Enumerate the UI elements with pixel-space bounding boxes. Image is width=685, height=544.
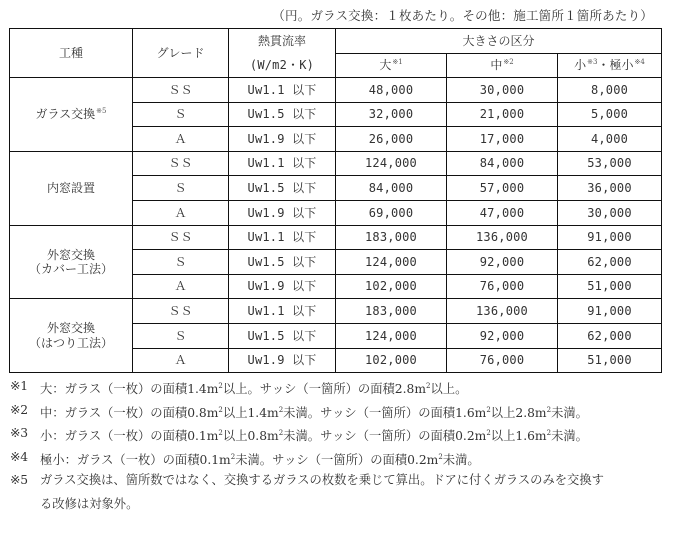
thermal-cell: Uw1.5 以下 — [229, 176, 336, 201]
work-method-label: （はつり工法） — [28, 335, 113, 350]
price-large-cell: 48,000 — [336, 78, 447, 103]
superscript: 2 — [486, 405, 491, 414]
work-method-label: （カバー工法） — [28, 261, 113, 276]
grade-cell: Ｓ — [133, 323, 229, 348]
thermal-cell: Uw1.1 以下 — [229, 78, 336, 103]
price-medium-cell: 76,000 — [447, 274, 558, 299]
footnote-mark: ※5 — [10, 473, 29, 487]
footnote-mark: ※3 — [10, 426, 29, 440]
header-xsmall-label: 極小 — [609, 58, 634, 73]
price-large-cell: 124,000 — [336, 323, 447, 348]
header-small-label: 小 — [574, 58, 587, 73]
note-ref: ※1 — [392, 58, 403, 67]
header-size-group: 大きさの区分 — [336, 29, 662, 54]
superscript: 2 — [230, 452, 236, 461]
thermal-cell: Uw1.9 以下 — [229, 348, 336, 373]
footnote-mark: ※1 — [10, 379, 29, 393]
price-medium-cell: 92,000 — [447, 323, 558, 348]
thermal-cell: Uw1.9 以下 — [229, 274, 336, 299]
thermal-cell: Uw1.1 以下 — [229, 299, 336, 324]
price-small-cell: 30,000 — [558, 200, 662, 225]
footnote-fragment: 未満。サッシ（一箇所）の面積0.2m — [283, 429, 487, 443]
note-ref: ※5 — [96, 107, 107, 116]
footnote-text: ガラス交換は、箇所数ではなく、交換するガラスの枚数を乗じて算出。ドアに付くガラスのみを交換す — [40, 473, 604, 487]
work-type-label: ガラス交換 — [35, 107, 96, 122]
footnote-fragment: 未満。 — [442, 452, 480, 467]
footnote-item — [10, 375, 680, 399]
price-small-cell: 36,000 — [558, 176, 662, 201]
grade-cell: ＳＳ — [133, 225, 229, 250]
price-medium-cell: 47,000 — [447, 200, 558, 225]
price-large-cell: 102,000 — [336, 348, 447, 373]
price-medium-cell: 17,000 — [447, 127, 558, 152]
price-medium-cell: 136,000 — [447, 225, 558, 250]
price-medium-cell: 136,000 — [447, 299, 558, 324]
superscript: 2 — [278, 429, 284, 437]
footnote-mark: ※2 — [10, 402, 29, 417]
price-small-cell: 91,000 — [558, 299, 662, 324]
table-body — [10, 78, 662, 373]
thermal-cell: Uw1.9 以下 — [229, 127, 336, 152]
footnote-fragment: 以上0.8m — [222, 429, 279, 443]
footnote-text — [40, 422, 588, 446]
header-large-label: 大 — [379, 58, 392, 73]
price-large-cell: 102,000 — [336, 274, 447, 299]
footnote-item — [10, 469, 680, 493]
price-medium-cell: 84,000 — [447, 151, 558, 176]
price-large-cell: 69,000 — [336, 200, 447, 225]
price-large-cell: 32,000 — [336, 102, 447, 127]
price-large-cell: 26,000 — [336, 127, 447, 152]
footnote-text — [40, 375, 467, 399]
header-medium — [447, 54, 558, 78]
grade-cell: ＳＳ — [133, 299, 229, 324]
header-small — [558, 54, 662, 78]
superscript: 2 — [278, 405, 284, 414]
thermal-cell: Uw1.5 以下 — [229, 250, 336, 275]
grade-cell: Ａ — [133, 200, 229, 225]
price-medium-cell: 21,000 — [447, 102, 558, 127]
header-work-type: 工種 — [10, 29, 133, 78]
price-small-cell: 8,000 — [558, 78, 662, 103]
price-small-cell: 4,000 — [558, 127, 662, 152]
work-type-cell — [10, 151, 133, 225]
table-row — [10, 151, 662, 176]
unit-caption: （円。ガラス交換：１枚あたり。その他：施工箇所１箇所あたり） — [272, 8, 653, 23]
header-grade: グレード — [133, 29, 229, 78]
note-ref: ※3 — [587, 58, 598, 67]
footnote-fragment: 大：ガラス（一枚）の面積1.4m — [40, 382, 219, 396]
grade-cell: Ｓ — [133, 176, 229, 201]
footnote-fragment: 未満。サッシ（一箇所）の面積0.2m — [235, 452, 439, 467]
price-small-cell: 51,000 — [558, 348, 662, 373]
work-type-cell — [10, 225, 133, 299]
price-small-cell: 51,000 — [558, 274, 662, 299]
thermal-cell: Uw1.5 以下 — [229, 323, 336, 348]
grade-cell: ＳＳ — [133, 78, 229, 103]
superscript: 2 — [546, 429, 552, 437]
price-medium-cell: 76,000 — [447, 348, 558, 373]
work-type-cell — [10, 299, 133, 373]
note-ref: ※4 — [634, 58, 645, 67]
table-row — [10, 78, 662, 103]
superscript: 2 — [426, 382, 431, 390]
footnote-fragment: 以上1.6m — [490, 429, 547, 443]
price-medium-cell: 30,000 — [447, 78, 558, 103]
subsidy-price-table — [9, 28, 662, 373]
thermal-cell: Uw1.1 以下 — [229, 225, 336, 250]
price-small-cell: 62,000 — [558, 323, 662, 348]
footnote-fragment: 極小：ガラス（一枚）の面積0.1m — [40, 452, 231, 467]
footnote-fragment: 以上。サッシ（一箇所）の面積2.8m — [222, 382, 427, 396]
footnote-fragment: 以上。 — [430, 382, 468, 396]
price-small-cell: 91,000 — [558, 225, 662, 250]
work-type-cell — [10, 78, 133, 152]
price-small-cell: 62,000 — [558, 250, 662, 275]
header-large — [336, 54, 447, 78]
footnote-fragment: 中：ガラス（一枚）の面積0.8m — [40, 405, 219, 420]
separator: ・ — [597, 58, 610, 73]
footnote-item — [10, 399, 680, 423]
work-type-label: 外窓交換 — [46, 321, 95, 336]
note-ref: ※2 — [503, 58, 514, 67]
footnote-fragment: 未満。サッシ（一箇所）の面積1.6m — [283, 405, 487, 420]
thermal-cell: Uw1.5 以下 — [229, 102, 336, 127]
footnote-fragment: 小：ガラス（一枚）の面積0.1m — [40, 429, 219, 443]
footnote-text — [40, 446, 480, 470]
superscript: 2 — [486, 429, 491, 437]
header-thermal-label: 熱貫流率 — [229, 29, 336, 54]
footnotes — [10, 375, 680, 516]
footnote-fragment: 以上2.8m — [490, 405, 547, 420]
price-small-cell: 53,000 — [558, 151, 662, 176]
superscript: 2 — [438, 452, 443, 461]
grade-cell: Ａ — [133, 274, 229, 299]
footnote-fragment: 未満。 — [551, 405, 588, 420]
price-medium-cell: 92,000 — [447, 250, 558, 275]
table-row — [10, 299, 662, 324]
grade-cell: Ａ — [133, 127, 229, 152]
superscript: 2 — [546, 405, 552, 414]
header-medium-label: 中 — [490, 58, 503, 73]
price-large-cell: 124,000 — [336, 250, 447, 275]
price-large-cell: 124,000 — [336, 151, 447, 176]
thermal-cell: Uw1.9 以下 — [229, 200, 336, 225]
work-type-label: 外窓交換 — [46, 247, 95, 262]
grade-cell: ＳＳ — [133, 151, 229, 176]
price-large-cell: 183,000 — [336, 225, 447, 250]
footnote-item — [10, 446, 680, 470]
footnote-item — [10, 422, 680, 446]
grade-cell: Ａ — [133, 348, 229, 373]
superscript: 2 — [218, 405, 223, 414]
price-medium-cell: 57,000 — [447, 176, 558, 201]
grade-cell: Ｓ — [133, 102, 229, 127]
footnote-mark: ※4 — [10, 449, 29, 464]
thermal-cell: Uw1.1 以下 — [229, 151, 336, 176]
header-thermal-unit: (W/m2・K) — [229, 54, 336, 78]
footnote-text — [40, 399, 588, 423]
price-large-cell: 84,000 — [336, 176, 447, 201]
table-row — [10, 225, 662, 250]
footnote-fragment: 以上1.4m — [222, 405, 279, 420]
superscript: 2 — [218, 429, 223, 437]
price-small-cell: 5,000 — [558, 102, 662, 127]
work-type-label: 内窓設置 — [46, 180, 95, 195]
price-large-cell: 183,000 — [336, 299, 447, 324]
footnote-continuation: る改修は対象外。 — [40, 496, 139, 511]
grade-cell: Ｓ — [133, 250, 229, 275]
footnote-fragment: 未満。 — [551, 429, 588, 443]
superscript: 2 — [218, 382, 223, 390]
